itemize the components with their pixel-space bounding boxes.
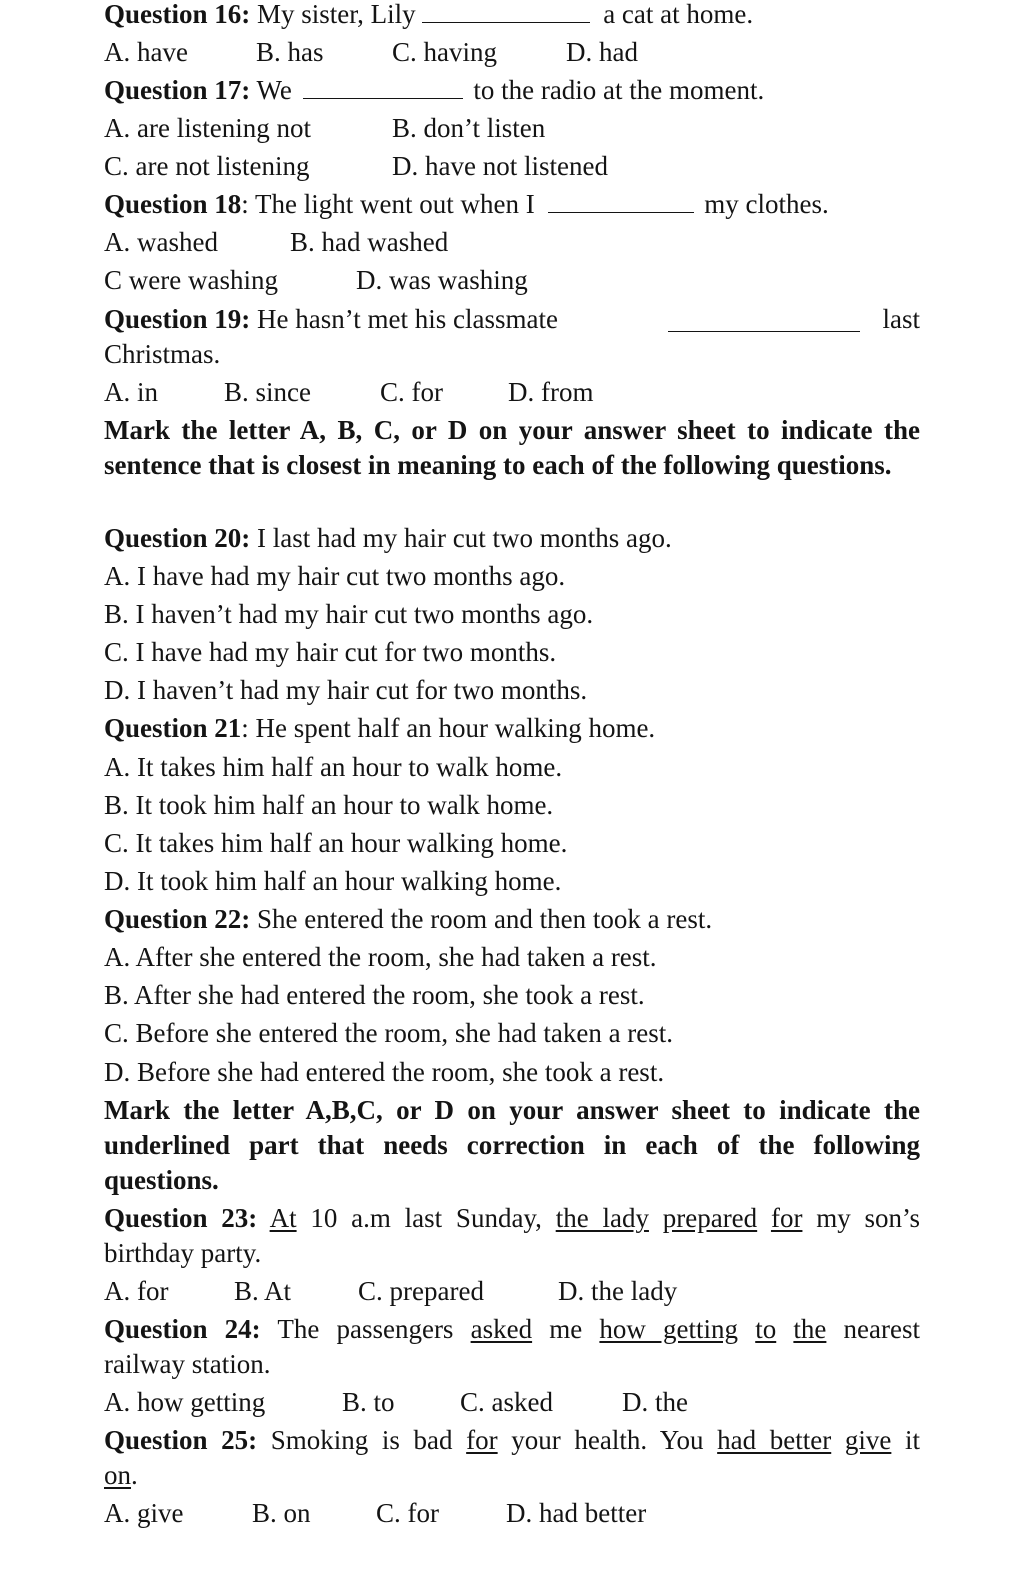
question-label: Question 22: xyxy=(104,904,251,934)
option-a: A. After she entered the room, she had taken a rest. xyxy=(104,942,657,972)
option-c: C. for xyxy=(376,1498,439,1528)
question-18: Question 18: The light went out when I my clothes. xyxy=(104,189,829,219)
option-b: B. on xyxy=(252,1498,311,1528)
answer-blank xyxy=(422,0,590,23)
question-label: Question 24: xyxy=(104,1314,261,1344)
question-label: Question 23: xyxy=(104,1203,258,1233)
option-b: B. since xyxy=(224,377,311,407)
question-23-continuation: birthday party. xyxy=(104,1238,262,1268)
option-d: D. was washing xyxy=(356,265,528,295)
question-25: Question 25: Smoking is bad for your health. You had better give it xyxy=(104,1425,920,1455)
option-d: D. the lady xyxy=(558,1276,678,1306)
option-d: D. Before she had entered the room, she took a rest. xyxy=(104,1057,665,1087)
underlined-part-a: At xyxy=(269,1203,297,1233)
option-a: A. I have had my hair cut two months ago. xyxy=(104,561,566,591)
option-b: B. After she had entered the room, she took a rest. xyxy=(104,980,645,1010)
option-c: C. It takes him half an hour walking home. xyxy=(104,828,568,858)
underlined-part-c: to xyxy=(755,1314,777,1344)
option-b: B. At xyxy=(234,1276,292,1306)
question-label: Question 18 xyxy=(104,189,242,219)
option-b: B. It took him half an hour to walk home. xyxy=(104,790,554,820)
question-label: Question 17: xyxy=(104,75,251,105)
option-b: B. has xyxy=(256,37,324,67)
option-d: D. from xyxy=(508,377,594,407)
question-16: Question 16: My sister, Lily a cat at home. xyxy=(104,0,754,29)
option-c: C. Before she entered the room, she had taken a rest. xyxy=(104,1018,674,1048)
underlined-part-a: asked xyxy=(470,1314,533,1344)
underlined-part-d: the xyxy=(793,1314,827,1344)
section-instruction-correction: Mark the letter A,B,C, or D on your answer sheet to indicate the underlined part that needs correction in each of the following questions. xyxy=(104,1095,920,1195)
option-b: B. to xyxy=(342,1387,395,1417)
option-d: D. have not listened xyxy=(392,151,608,181)
underlined-part-b: had better xyxy=(717,1425,832,1455)
option-a: A. washed xyxy=(104,227,218,257)
option-d: D. had better xyxy=(506,1498,647,1528)
option-c: C. I have had my hair cut for two months. xyxy=(104,637,557,667)
option-b: B. had washed xyxy=(290,227,449,257)
option-b: B. I haven’t had my hair cut two months ago. xyxy=(104,599,594,629)
underlined-part-d: for xyxy=(770,1203,803,1233)
underlined-part-b: the lady xyxy=(555,1203,649,1233)
answer-blank xyxy=(303,74,463,99)
option-d: D. It took him half an hour walking home. xyxy=(104,866,562,896)
question-20: Question 20: I last had my hair cut two months ago. xyxy=(104,523,672,553)
question-23: Question 23: At 10 a.m last Sunday, the lady prepared for my son’s xyxy=(104,1203,921,1233)
underlined-part-b: how getting xyxy=(599,1314,739,1344)
question-19: Question 19: He hasn’t met his classmate last xyxy=(104,304,920,334)
question-25-continuation: on. xyxy=(104,1460,138,1490)
question-19-continuation: Christmas. xyxy=(104,339,221,369)
question-22: Question 22: She entered the room and then took a rest. xyxy=(104,904,713,934)
option-c: C. prepared xyxy=(358,1276,484,1306)
question-17: Question 17: We to the radio at the moment. xyxy=(104,75,765,105)
option-d: D. had xyxy=(566,37,638,67)
option-a: A. give xyxy=(104,1498,184,1528)
option-a: A. for xyxy=(104,1276,169,1306)
option-c: C were washing xyxy=(104,265,278,295)
option-a: A. It takes him half an hour to walk home. xyxy=(104,752,563,782)
option-b: B. don’t listen xyxy=(392,113,546,143)
answer-blank xyxy=(548,188,694,213)
option-c: C. asked xyxy=(460,1387,553,1417)
option-a: A. have xyxy=(104,37,188,67)
question-label: Question 19: xyxy=(104,304,251,334)
question-label: Question 21 xyxy=(104,713,242,743)
option-c: C. for xyxy=(380,377,443,407)
option-d: D. the xyxy=(622,1387,688,1417)
question-label: Question 25: xyxy=(104,1425,258,1455)
underlined-part-a: for xyxy=(466,1425,498,1455)
question-21: Question 21: He spent half an hour walking home. xyxy=(104,713,656,743)
underlined-part-c: give xyxy=(844,1425,892,1455)
question-label: Question 20: xyxy=(104,523,251,553)
question-label: Question 16: xyxy=(104,0,251,29)
answer-blank xyxy=(668,307,860,332)
underlined-part-c: prepared xyxy=(662,1203,758,1233)
option-a: A. are listening not xyxy=(104,113,311,143)
underlined-part-d: on xyxy=(104,1460,131,1490)
option-c: C. having xyxy=(392,37,497,67)
option-a: A. in xyxy=(104,377,158,407)
option-a: A. how getting xyxy=(104,1387,266,1417)
option-d: D. I haven’t had my hair cut for two months. xyxy=(104,675,588,705)
question-24: Question 24: The passengers asked me how getting to the nearest xyxy=(104,1314,920,1344)
option-c: C. are not listening xyxy=(104,151,310,181)
section-instruction-meaning: Mark the letter A, B, C, or D on your answer sheet to indicate the sentence that is closest in meaning to each of the following questions. xyxy=(104,415,920,480)
question-24-continuation: railway station. xyxy=(104,1349,271,1379)
